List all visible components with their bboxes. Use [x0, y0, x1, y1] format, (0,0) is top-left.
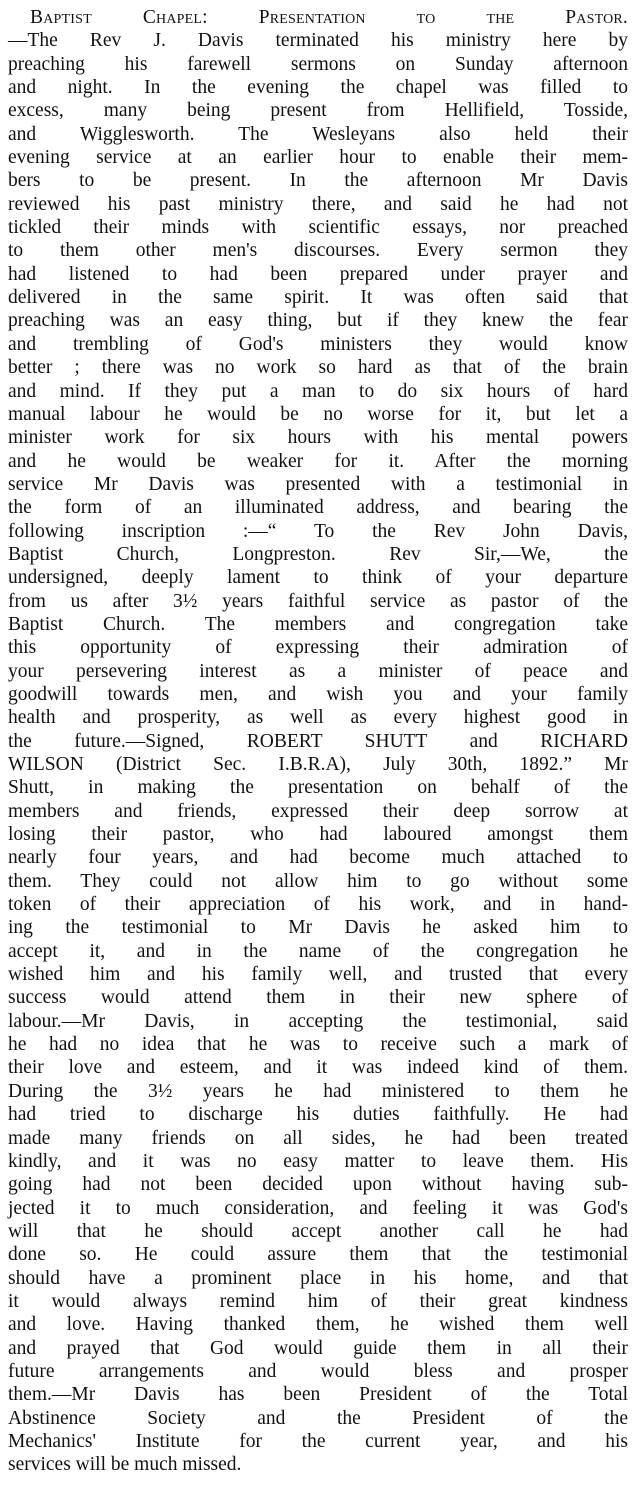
article-line: nearly four years, and had become much attached to	[8, 847, 628, 869]
article-line: had listened to had been prepared under prayer and	[8, 263, 628, 285]
article-line: bers to be present. In the afternoon Mr Davis	[8, 170, 628, 192]
article-line: wished him and his family well, and trusted that every	[8, 964, 628, 986]
article-line: reviewed his past ministry there, and said he had not	[8, 193, 628, 215]
article-line: service Mr Davis was presented with a testimonial in	[8, 473, 628, 495]
newspaper-article	[8, 6, 628, 1477]
article-line: preaching his farewell sermons on Sunday afternoon	[8, 53, 628, 75]
article-line: manual labour he would be no worse for it, but let a	[8, 403, 628, 425]
article-line: Baptist Church, Longpreston. Rev Sir,—We, the	[8, 543, 628, 565]
article-line: delivered in the same spirit. It was often said that	[8, 287, 628, 309]
article-line: from us after 3½ years faithful service as pastor of the	[8, 590, 628, 612]
article-line: their love and esteem, and it was indeed kind of them.	[8, 1057, 628, 1079]
article-line: better ; there was no work so hard as that of the brain	[8, 357, 628, 379]
article-line: the future.—Signed, ROBERT SHUTT and RICHARD	[8, 730, 628, 752]
article-line: accept it, and in the name of the congregation he	[8, 940, 628, 962]
article-line: Abstinence Society and the President of the	[8, 1407, 628, 1429]
article-line: will that he should accept another call he had	[8, 1220, 628, 1242]
article-line: preaching was an easy thing, but if they knew the fear	[8, 310, 628, 332]
article-line: WILSON (District Sec. I.B.R.A), July 30th, 1892.” Mr	[8, 754, 628, 775]
article-line: following inscription :—“ To the Rev John Davis,	[8, 520, 628, 542]
article-line: should have a prominent place in his home, and that	[8, 1267, 628, 1289]
article-line: evening service at an earlier hour to enable their mem-	[8, 147, 628, 169]
article-line: to them other men's discourses. Every sermon they	[8, 240, 628, 262]
article-line: During the 3½ years he had ministered to them he	[8, 1080, 628, 1102]
article-line: and prayed that God would guide them in all their	[8, 1337, 628, 1359]
article-line: done so. He could assure them that the testimonial	[8, 1244, 628, 1266]
article-line: —The Rev J. Davis terminated his ministry here by	[8, 30, 628, 52]
article-line: and love. Having thanked them, he wished them well	[8, 1314, 628, 1336]
article-line: tickled their minds with scientific essays, nor preached	[8, 217, 628, 239]
article-line: them.—Mr Davis has been President of the Total	[8, 1384, 628, 1406]
article-line: minister work for six hours with his mental powers	[8, 427, 628, 449]
article-line: them. They could not allow him to go without some	[8, 870, 628, 892]
article-line: services will be much missed.	[8, 1454, 242, 1476]
article-line: and night. In the evening the chapel was filled to	[8, 77, 628, 99]
article-line: and mind. If they put a man to do six hours of hard	[8, 380, 628, 402]
article-line: had tried to discharge his duties faithfully. He had	[8, 1104, 628, 1126]
article-line: labour.—Mr Davis, in accepting the testimonial, said	[8, 1010, 628, 1032]
article-body	[8, 29, 628, 1476]
article-line: Shutt, in making the presentation on behalf of the	[8, 777, 628, 799]
article-line: members and friends, expressed their deep sorrow at	[8, 800, 628, 822]
article-line: Mechanics' Institute for the current year, and his	[8, 1430, 628, 1452]
article-line: Baptist Church. The members and congregation take	[8, 613, 628, 635]
article-line: ing the testimonial to Mr Davis he asked him to	[8, 917, 628, 939]
article-line: excess, many being present from Hellifield, Tosside,	[8, 100, 628, 122]
article-line: and Wigglesworth. The Wesleyans also held their	[8, 123, 628, 145]
article-line: success would attend them in their new sphere of	[8, 987, 628, 1009]
article-line: kindly, and it was no easy matter to leave them. His	[8, 1150, 628, 1172]
article-line: it would always remind him of their great kindness	[8, 1290, 628, 1312]
article-line: goodwill towards men, and wish you and your family	[8, 683, 628, 705]
article-line: he had no idea that he was to receive such a mark of	[8, 1034, 628, 1056]
article-line: and trembling of God's ministers they would know	[8, 333, 628, 355]
article-line: your persevering interest as a minister of peace and	[8, 660, 628, 682]
article-line: made many friends on all sides, he had been treated	[8, 1127, 628, 1149]
article-line: losing their pastor, who had laboured amongst them	[8, 824, 628, 846]
article-line: undersigned, deeply lament to think of your departure	[8, 567, 628, 589]
article-line: this opportunity of expressing their admiration of	[8, 637, 628, 659]
article-line: token of their appreciation of his work, and in hand-	[8, 894, 628, 916]
article-line: the form of an illuminated address, and bearing the	[8, 497, 628, 519]
article-line: going had not been decided upon without having sub-	[8, 1174, 628, 1196]
article-line: future arrangements and would bless and prosper	[8, 1360, 628, 1382]
article-line: health and prosperity, as well as every highest good in	[8, 707, 628, 729]
article-heading: Baptist Chapel: Presentation to the Pastor.	[30, 7, 628, 28]
article-line: and he would be weaker for it. After the morning	[8, 450, 628, 472]
article-line: jected it to much consideration, and feeling it was God's	[8, 1197, 628, 1219]
